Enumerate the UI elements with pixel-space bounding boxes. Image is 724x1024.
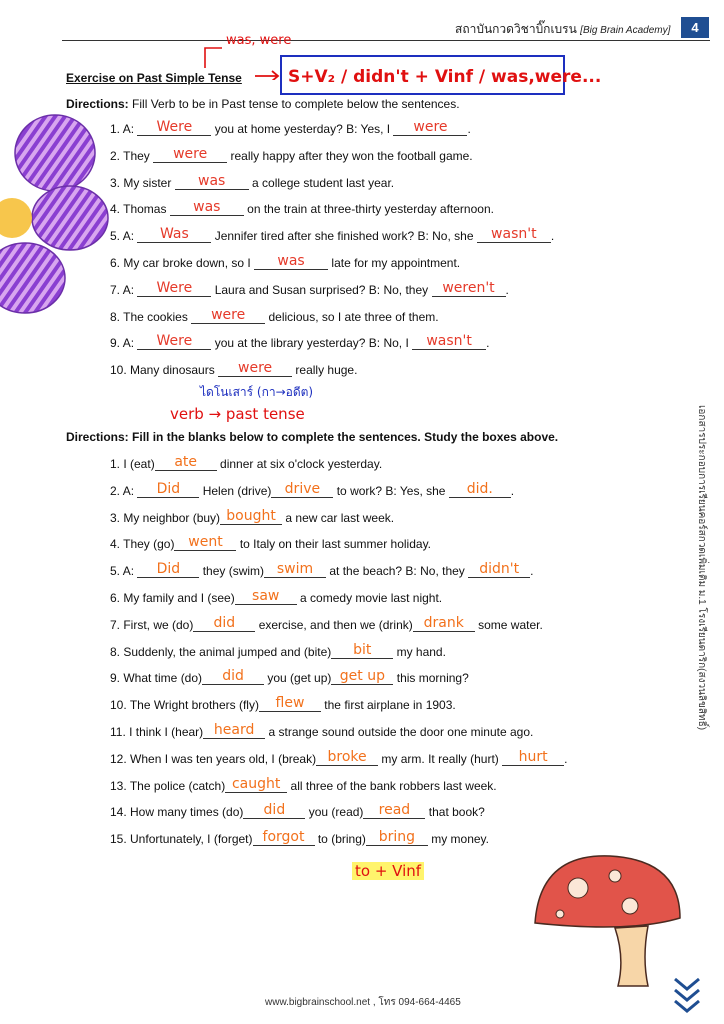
handwritten-answer: bring bbox=[378, 829, 416, 846]
handwritten-answer: did bbox=[263, 802, 286, 819]
directions-1-text: Fill Verb to be in Past tense to complete below the sentences. bbox=[132, 97, 460, 111]
answer-blank[interactable] bbox=[191, 306, 265, 324]
sentence-text: First, we (do) bbox=[123, 617, 194, 632]
thai-dinosaur-note: ไดโนเสาร์ (กา→อดีต) bbox=[200, 385, 314, 399]
sentence-text: Helen (drive) bbox=[199, 483, 272, 498]
item-number: 6. bbox=[110, 591, 124, 605]
section2-item bbox=[110, 480, 515, 498]
section2-item bbox=[110, 561, 534, 579]
sentence-text: My sister bbox=[123, 175, 175, 190]
handwritten-answer: weren't bbox=[442, 279, 495, 296]
sentence-text: I think I (hear) bbox=[129, 725, 204, 739]
answer-blank[interactable] bbox=[254, 253, 328, 270]
sentence-text: My car broke down, so I bbox=[123, 256, 255, 270]
answer-blank[interactable] bbox=[193, 614, 255, 632]
answer-blank[interactable] bbox=[174, 534, 236, 551]
sentence-text: They bbox=[123, 148, 154, 163]
sentence-text: exercise, and then we (drink) bbox=[255, 617, 413, 632]
handwritten-answer: saw bbox=[252, 588, 280, 604]
sentence-text: Thomas bbox=[123, 202, 170, 217]
answer-blank[interactable] bbox=[170, 199, 244, 216]
answer-blank[interactable] bbox=[220, 507, 282, 525]
sentence-text: you (read) bbox=[305, 805, 364, 820]
section1-item bbox=[110, 360, 358, 378]
answer-blank[interactable] bbox=[202, 668, 264, 685]
sentence-text: The Wright brothers (fly) bbox=[129, 698, 259, 713]
sentence-text: a college student last year. bbox=[248, 175, 395, 190]
item-number: 6. bbox=[110, 256, 124, 270]
sentence-text: The cookies bbox=[123, 309, 192, 324]
handwritten-answer: get up bbox=[339, 668, 385, 685]
answer-blank[interactable] bbox=[393, 119, 467, 136]
section2-item bbox=[110, 454, 383, 471]
item-number: 12. bbox=[110, 751, 131, 766]
sentence-text: to (bring) bbox=[314, 832, 366, 847]
section2-item bbox=[110, 695, 456, 713]
exercise-title-text: Exercise on Past Simple Tense bbox=[66, 71, 242, 85]
answer-blank[interactable] bbox=[243, 802, 305, 819]
handwritten-answer: were bbox=[173, 145, 208, 162]
sentence-text: Many dinosaurs bbox=[130, 363, 219, 378]
item-number: 5. bbox=[110, 564, 123, 579]
handwritten-answer: drank bbox=[423, 614, 464, 631]
sentence-text: dinner at six o'clock yesterday. bbox=[216, 457, 383, 471]
sentence-text: . bbox=[564, 751, 568, 766]
answer-blank[interactable] bbox=[502, 748, 564, 766]
sentence-text: Jennifer tired after she finished work? B: No, she bbox=[211, 229, 477, 244]
sentence-text: my arm. It really (hurt) bbox=[378, 751, 503, 766]
sentence-text: When I was ten years old, I (break) bbox=[130, 751, 317, 766]
answer-blank[interactable] bbox=[259, 695, 321, 712]
sentence-text: A: bbox=[122, 336, 138, 351]
answer-blank[interactable] bbox=[137, 561, 199, 578]
sentence-text: I (eat) bbox=[123, 457, 155, 471]
answer-blank[interactable] bbox=[137, 333, 211, 350]
section1-item bbox=[110, 119, 471, 136]
answer-blank[interactable] bbox=[225, 775, 287, 793]
sentence-text: . bbox=[486, 336, 490, 351]
handwritten-answer: swim bbox=[276, 561, 314, 578]
handwritten-answer: hurt bbox=[518, 748, 548, 765]
sentence-text: my hand. bbox=[393, 644, 446, 659]
handwritten-answer: flew bbox=[275, 695, 305, 712]
item-number: 7. bbox=[110, 282, 123, 297]
item-number: 15. bbox=[110, 832, 131, 847]
handwritten-answer: was bbox=[277, 253, 305, 269]
sentence-text: you at the library yesterday? B: No, I bbox=[211, 336, 413, 351]
sentence-text: . bbox=[505, 282, 509, 297]
header-thai-title: สถาบันกวดวิชาบิ๊กเบรน bbox=[455, 22, 577, 36]
answer-blank[interactable] bbox=[449, 480, 511, 498]
sentence-text: a comedy movie last night. bbox=[296, 591, 443, 605]
sentence-text: to work? B: Yes, she bbox=[333, 483, 449, 498]
sentence-text: they (swim) bbox=[199, 564, 265, 579]
formula-box: S+V₂ / didn't + Vinf / was,were... bbox=[280, 55, 565, 95]
header-divider bbox=[62, 40, 710, 41]
answer-blank[interactable] bbox=[366, 829, 428, 846]
sentence-text: a strange sound outside the door one minute ago. bbox=[265, 725, 534, 739]
section1-item bbox=[110, 145, 473, 163]
section1-item bbox=[110, 172, 395, 190]
verb-past-note: verb → past tense bbox=[170, 405, 305, 423]
handwritten-answer: went bbox=[188, 534, 223, 551]
handwritten-answer: Were bbox=[156, 119, 193, 135]
section1-item bbox=[110, 333, 490, 351]
sentence-text: late for my appointment. bbox=[328, 256, 461, 270]
item-number: 10. bbox=[110, 698, 130, 713]
item-number: 5. bbox=[110, 229, 123, 244]
answer-blank[interactable] bbox=[203, 722, 265, 739]
side-copyright: เอกสารประกอบการเรียนคอร์สกวดเพิ่มเติม ม.1 โรงเรียนดาริก(สงวนลิขสิทธิ์) bbox=[696, 405, 707, 731]
section2-item bbox=[110, 614, 543, 632]
item-number: 8. bbox=[110, 644, 124, 659]
sentence-text: Laura and Susan surprised? B: No, they bbox=[211, 282, 432, 297]
header-brand: [Big Brain Academy] bbox=[580, 25, 671, 36]
item-number: 2. bbox=[110, 148, 124, 163]
answer-blank[interactable] bbox=[468, 561, 530, 578]
item-number: 4. bbox=[110, 537, 124, 552]
answer-blank[interactable] bbox=[316, 748, 378, 766]
sentence-text: My neighbor (buy) bbox=[123, 510, 221, 525]
sentence-text: A: bbox=[122, 483, 138, 498]
sentence-text: A: bbox=[122, 229, 138, 244]
answer-blank[interactable] bbox=[137, 480, 199, 498]
item-number: 2. bbox=[110, 483, 123, 498]
answer-blank[interactable] bbox=[153, 145, 227, 163]
item-number: 10. bbox=[110, 363, 131, 378]
answer-blank[interactable] bbox=[137, 279, 211, 297]
directions-1-label: Directions: bbox=[66, 97, 129, 111]
section2-item bbox=[110, 722, 534, 739]
section2-item bbox=[110, 534, 432, 552]
answer-blank[interactable] bbox=[137, 119, 211, 136]
section2-item bbox=[110, 775, 497, 793]
section2-item bbox=[110, 588, 443, 605]
answer-blank[interactable] bbox=[331, 668, 393, 685]
handwritten-answer: Were bbox=[156, 279, 193, 296]
handwritten-answer: Was bbox=[159, 226, 189, 243]
handwritten-answer: heard bbox=[213, 722, 255, 738]
answer-blank[interactable] bbox=[264, 561, 326, 578]
handwritten-answer: ate bbox=[174, 454, 198, 470]
answer-blank[interactable] bbox=[137, 226, 211, 243]
handwritten-answer: broke bbox=[327, 748, 367, 765]
handwritten-answer: Were bbox=[156, 333, 193, 350]
handwritten-answer: were bbox=[238, 360, 273, 377]
directions-2-text: Fill in the blanks below to complete the sentences. Study the boxes above. bbox=[132, 430, 559, 444]
to-vinf-note: to + Vinf bbox=[352, 862, 424, 880]
handwritten-answer: read bbox=[378, 802, 411, 819]
mushroom-illustration bbox=[530, 848, 690, 988]
sentence-text: The police (catch) bbox=[129, 778, 226, 793]
sentence-text: the first airplane in 1903. bbox=[320, 698, 456, 713]
directions-1 bbox=[66, 97, 460, 111]
answer-blank[interactable] bbox=[175, 172, 249, 190]
directions-2 bbox=[66, 430, 558, 444]
sentence-text: really happy after they won the football game. bbox=[227, 148, 473, 163]
item-number: 11. bbox=[110, 725, 130, 739]
sentence-text: What time (do) bbox=[123, 671, 203, 686]
sentence-text: . bbox=[467, 122, 471, 136]
item-number: 3. bbox=[110, 175, 124, 190]
sentence-text: Suddenly, the animal jumped and (bite) bbox=[123, 644, 332, 659]
answer-blank[interactable] bbox=[413, 614, 475, 632]
handwritten-answer: Did bbox=[156, 480, 181, 497]
sentence-text: on the train at three-thirty yesterday afternoon. bbox=[243, 202, 494, 217]
handwritten-answer: did bbox=[222, 668, 244, 685]
handwritten-answer: were bbox=[211, 306, 246, 323]
handwritten-answer: were bbox=[413, 119, 448, 135]
sentence-text: A: bbox=[122, 564, 138, 579]
section1-item bbox=[110, 253, 461, 270]
section2-item bbox=[110, 802, 485, 820]
handwritten-answer: bought bbox=[226, 507, 276, 524]
section1-item bbox=[110, 199, 494, 217]
section2-item bbox=[110, 748, 568, 766]
answer-blank[interactable] bbox=[218, 360, 292, 377]
handwritten-answer: Did bbox=[156, 561, 181, 578]
answer-blank[interactable] bbox=[477, 226, 551, 243]
section2-item bbox=[110, 507, 395, 525]
sentence-text: that book? bbox=[425, 805, 485, 820]
sentence-text: you at home yesterday? B: Yes, I bbox=[211, 122, 394, 136]
sentence-text: Unfortunately, I (forget) bbox=[130, 832, 253, 847]
sentence-text: delicious, so I ate three of them. bbox=[265, 309, 439, 324]
sentence-text: this morning? bbox=[393, 671, 469, 686]
section2-item bbox=[110, 641, 446, 659]
sentence-text: How many times (do) bbox=[130, 805, 244, 820]
handwritten-answer: did bbox=[213, 614, 236, 631]
handwritten-answer: wasn't bbox=[426, 333, 472, 350]
directions-2-label: Directions: bbox=[66, 430, 129, 444]
sentence-text: all three of the bank robbers last week. bbox=[287, 778, 497, 793]
annotation-arrows bbox=[190, 40, 285, 80]
answer-blank[interactable] bbox=[432, 279, 506, 297]
item-number: 1. bbox=[110, 457, 124, 471]
sentence-text: some water. bbox=[474, 617, 543, 632]
flower-illustration bbox=[0, 108, 110, 318]
item-number: 14. bbox=[110, 805, 131, 820]
sentence-text: you (get up) bbox=[264, 671, 332, 686]
sentence-text: . bbox=[510, 483, 515, 498]
handwritten-answer: was bbox=[193, 199, 221, 216]
sentence-text: A: bbox=[122, 282, 138, 297]
section2-item bbox=[110, 668, 469, 686]
handwritten-answer: caught bbox=[231, 775, 281, 792]
sentence-text: my money. bbox=[427, 832, 489, 847]
answer-blank[interactable] bbox=[155, 454, 217, 471]
item-number: 7. bbox=[110, 617, 124, 632]
was-were-note: was, were bbox=[226, 33, 292, 48]
section2-item bbox=[110, 829, 489, 847]
handwritten-answer: bit bbox=[353, 641, 372, 658]
item-number: 9. bbox=[110, 336, 123, 351]
handwritten-answer: was bbox=[198, 172, 226, 189]
answer-blank[interactable] bbox=[271, 480, 333, 498]
section1-item bbox=[110, 226, 555, 244]
chevron-down-icon bbox=[672, 975, 702, 1015]
handwritten-answer: wasn't bbox=[491, 226, 537, 243]
answer-blank[interactable] bbox=[331, 641, 393, 659]
sentence-text: to Italy on their last summer holiday. bbox=[236, 537, 432, 552]
sentence-text: My family and I (see) bbox=[123, 591, 235, 605]
answer-blank[interactable] bbox=[412, 333, 486, 350]
item-number: 13. bbox=[110, 778, 130, 793]
item-number: 4. bbox=[110, 202, 124, 217]
handwritten-answer: didn't bbox=[479, 561, 520, 578]
sentence-text: really huge. bbox=[292, 363, 358, 378]
answer-blank[interactable] bbox=[235, 588, 297, 605]
handwritten-answer: drive bbox=[284, 480, 321, 497]
sentence-text: a new car last week. bbox=[282, 510, 395, 525]
item-number: 1. bbox=[110, 122, 123, 136]
sentence-text: . bbox=[530, 564, 534, 579]
footer-contact: www.bigbrainschool.net , โทร 094-664-4465 bbox=[265, 997, 461, 1008]
sentence-text: . bbox=[550, 229, 555, 244]
section1-item bbox=[110, 279, 509, 297]
item-number: 3. bbox=[110, 510, 124, 525]
sentence-text: at the beach? B: No, they bbox=[326, 564, 469, 579]
page-number: 4 bbox=[681, 17, 709, 38]
handwritten-answer: did. bbox=[466, 480, 493, 497]
sentence-text: A: bbox=[122, 122, 138, 136]
answer-blank[interactable] bbox=[363, 802, 425, 819]
answer-blank[interactable] bbox=[253, 829, 315, 846]
handwritten-answer: forgot bbox=[262, 829, 305, 846]
item-number: 8. bbox=[110, 309, 124, 324]
header bbox=[455, 20, 670, 39]
section1-item bbox=[110, 306, 439, 324]
item-number: 9. bbox=[110, 671, 124, 686]
sentence-text: They (go) bbox=[123, 537, 175, 552]
